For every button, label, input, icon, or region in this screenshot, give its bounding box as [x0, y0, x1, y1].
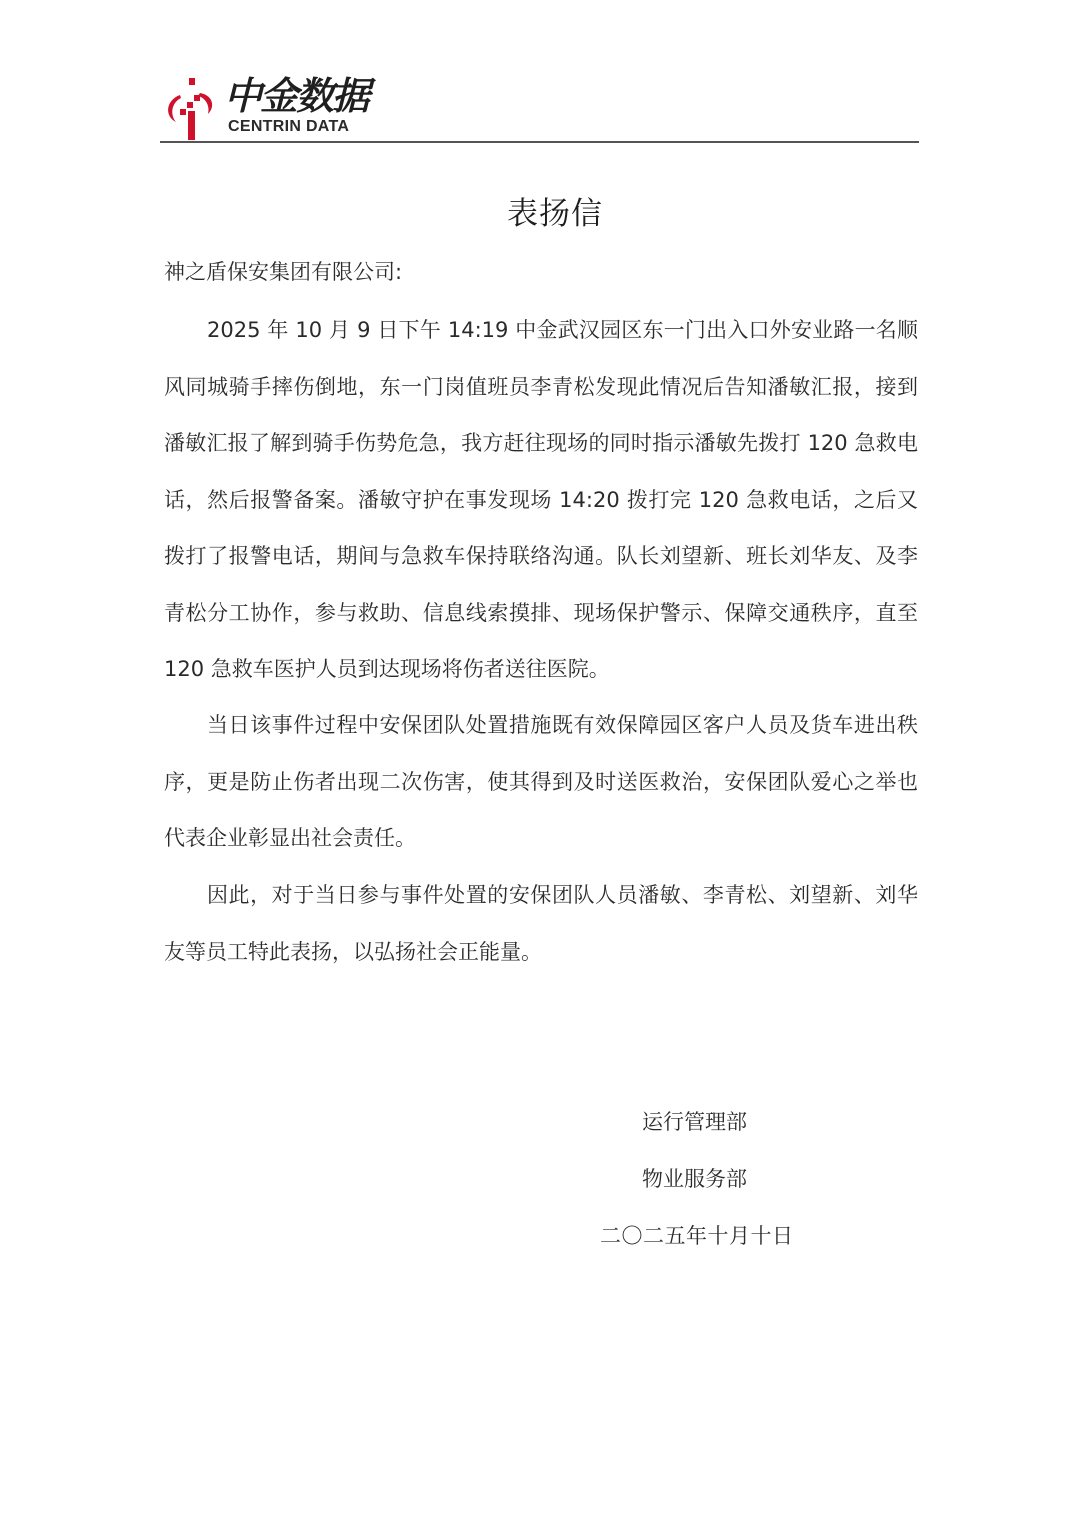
letter-title: 表扬信: [507, 196, 603, 232]
logo-english-name: CENTRIN DATA: [228, 118, 350, 135]
signature-date: 二〇二五年十月十日: [600, 1224, 794, 1248]
signature-department-property: 物业服务部: [642, 1167, 747, 1191]
paragraph-text: 当日该事件过程中安保团队处置措施既有效保障园区客户人员及货车进出秩序，更是防止伤者出现二次伤害，使其得到及时送医救治，安保团队爱心之举也代表企业彰显出社会责任。: [164, 713, 918, 850]
header-divider: [160, 141, 919, 143]
paragraph-evaluation: [164, 697, 918, 867]
paragraph-incident: [164, 302, 918, 698]
salutation: 神之盾保安集团有限公司:: [164, 260, 403, 284]
logo-chinese-name: 中金数据: [224, 73, 369, 118]
paragraph-commendation: [164, 867, 918, 980]
signature-department-operations: 运行管理部: [642, 1110, 747, 1134]
letterhead: [160, 72, 920, 144]
paragraph-text: 2025 年 10 月 9 日下午 14:19 中金武汉园区东一门出入口外安业路一名顺风同城骑手摔伤倒地，东一门岗值班员李青松发现此情况后告知潘敏汇报，接到潘敏汇报了解到骑手伤势危急，我方赶往现场的同时指示潘敏先拨打 120 急救电话，然后报警备案。潘敏守护在事发现场 14:20 拨打完 120 急救电话，之后又拨打了报警电话，期间与急救车保持联络沟通。队长刘望新、班长刘华友、及李青松分工协作，参与救助、信息线索摸排、现场保护警示、保障交通秩序，直至 120 急救车医护人员到达现场将伤者送往医院。: [164, 318, 918, 681]
paragraph-text: 因此，对于当日参与事件处置的安保团队人员潘敏、李青松、刘望新、刘华友等员工特此表扬，以弘扬社会正能量。: [164, 883, 918, 964]
centrin-logo-icon: [164, 78, 218, 140]
